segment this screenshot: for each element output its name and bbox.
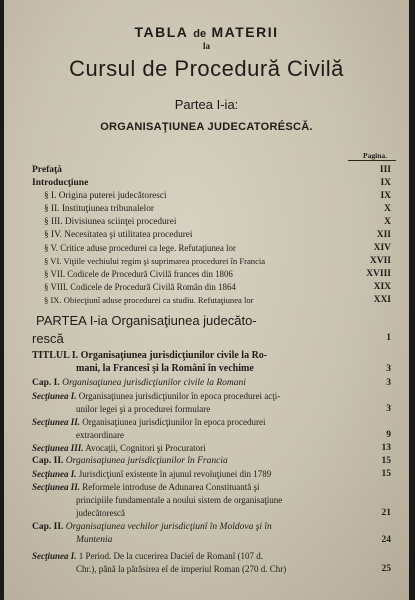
toc-entry-sect-1: Secţiunea I. Organisaţiunea jurisdicţiunilor în epoca procedurei acţi- — [32, 391, 281, 401]
toc-entry-intro-8: § VIII. Codicele de Procedură Civilă Român din 1864 XIX — [44, 282, 391, 292]
toc-entry-sect-1c: Secţiunea I. 1 Period. De la cucerirea Dacieî de Romanî (107 d. — [32, 551, 263, 561]
toc-entry-sect-2b-cont2: judecătorescă 21 — [76, 508, 391, 518]
toc-entry-titlul: TITLUL I. Organisaţiunea jurisdicţiunilor civile la Ro- — [32, 350, 268, 361]
page-column-label: Pagina. — [363, 151, 387, 160]
toc-entry-sect-2-cont: extraordinare 9 — [76, 430, 391, 440]
toc-entry-titlul-cont: mani, la Francesî şi la Românî în vechime 3 — [76, 363, 391, 374]
toc-entry-cap-1: Cap. I. Organisaţiunea jurisdicţiunilor civile la Romani 3 — [32, 378, 391, 388]
title-word-de: de — [193, 28, 207, 40]
toc-entry-introductiune: Introducţiune IX — [32, 178, 391, 188]
course-title: Cursul de Procedură Civilă — [69, 56, 344, 81]
table-of-contents — [4, 0, 409, 600]
toc-entry-intro-6: § VI. Viţiile vechiului regim şi suprimarea procedurei în Francia XVII — [44, 256, 391, 266]
toc-entry-cap-2b-cont: Muntenia 24 — [76, 535, 391, 545]
toc-entry-intro-3: § III. Divisiunea sciinţei procedurei X — [44, 217, 391, 227]
document-page — [4, 0, 409, 600]
toc-entry-intro-1: § I. Origina puterei judecătoresci IX — [44, 191, 391, 201]
title-word-tabla: TABLA — [134, 24, 188, 40]
toc-entry-intro-2: § II. Instituţiunea tribunalelor X — [44, 204, 391, 214]
toc-entry-sect-2b: Secţiunea II. Reformele introduse de Adunarea Constituantă şi — [32, 482, 260, 492]
toc-entry-sect-1c-cont: Chr.), până la părăsirea eî de imperiul Roman (270 d. Chr) 25 — [76, 564, 391, 574]
toc-entry-intro-4: § IV. Necesitatea şi utilitatea procedurei XII — [44, 230, 391, 240]
toc-entry-partea: PARTEA I-ia Organisaţiunea judecăto- — [36, 313, 257, 328]
toc-entry-intro-7: § VII. Codicele de Procedură Civilă frances din 1806 XVIII — [44, 269, 391, 279]
toc-entry-sect-2: Secţiunea II. Organisaţiunea jurisdicţiunilor în epoca procedurei — [32, 417, 266, 427]
toc-entry-partea-cont: rescă 1 — [32, 331, 391, 346]
toc-entry-sect-1b: Secţiunea I. Jurisdicţiunî existente în ajunul revoluţiunei din 1789 15 — [32, 469, 391, 479]
toc-entry-cap-2: Cap. II. Organisaţiunea jurisdicţiunilor în Francia 15 — [32, 456, 391, 466]
toc-entry-sect-2b-cont: principiile fundamentale a noului sistem de organisaţiune — [76, 495, 283, 505]
toc-entry-cap-2b: Cap. II. Organisaţiunea vechilor jurisdicţiunî în Moldova şi în — [32, 522, 272, 532]
toc-entry-intro-5: § V. Critice aduse procedurei ca lege. Refutaţiunea lor XIV — [44, 243, 391, 253]
title-word-materii: MATERII — [211, 24, 279, 40]
toc-entry-prefata: Prefaţă III — [32, 165, 391, 175]
toc-entry-sect-1-cont: unilor legei şi a procedurei formulare 3 — [76, 404, 391, 414]
part-heading: Partea I-ia: — [174, 97, 239, 112]
toc-entry-intro-9: § IX. Obiecţiunî aduse procedurei ca studiu. Refutaţiunea lor XXI — [44, 295, 391, 305]
section-title: ORGANISAŢIUNEA JUDECATORÉSCĂ. — [100, 121, 313, 133]
title-la: la — [202, 41, 210, 51]
toc-entry-sect-3: Secţiunea III. Avocaţii, Cognitori şi Procuratori 13 — [32, 443, 391, 453]
